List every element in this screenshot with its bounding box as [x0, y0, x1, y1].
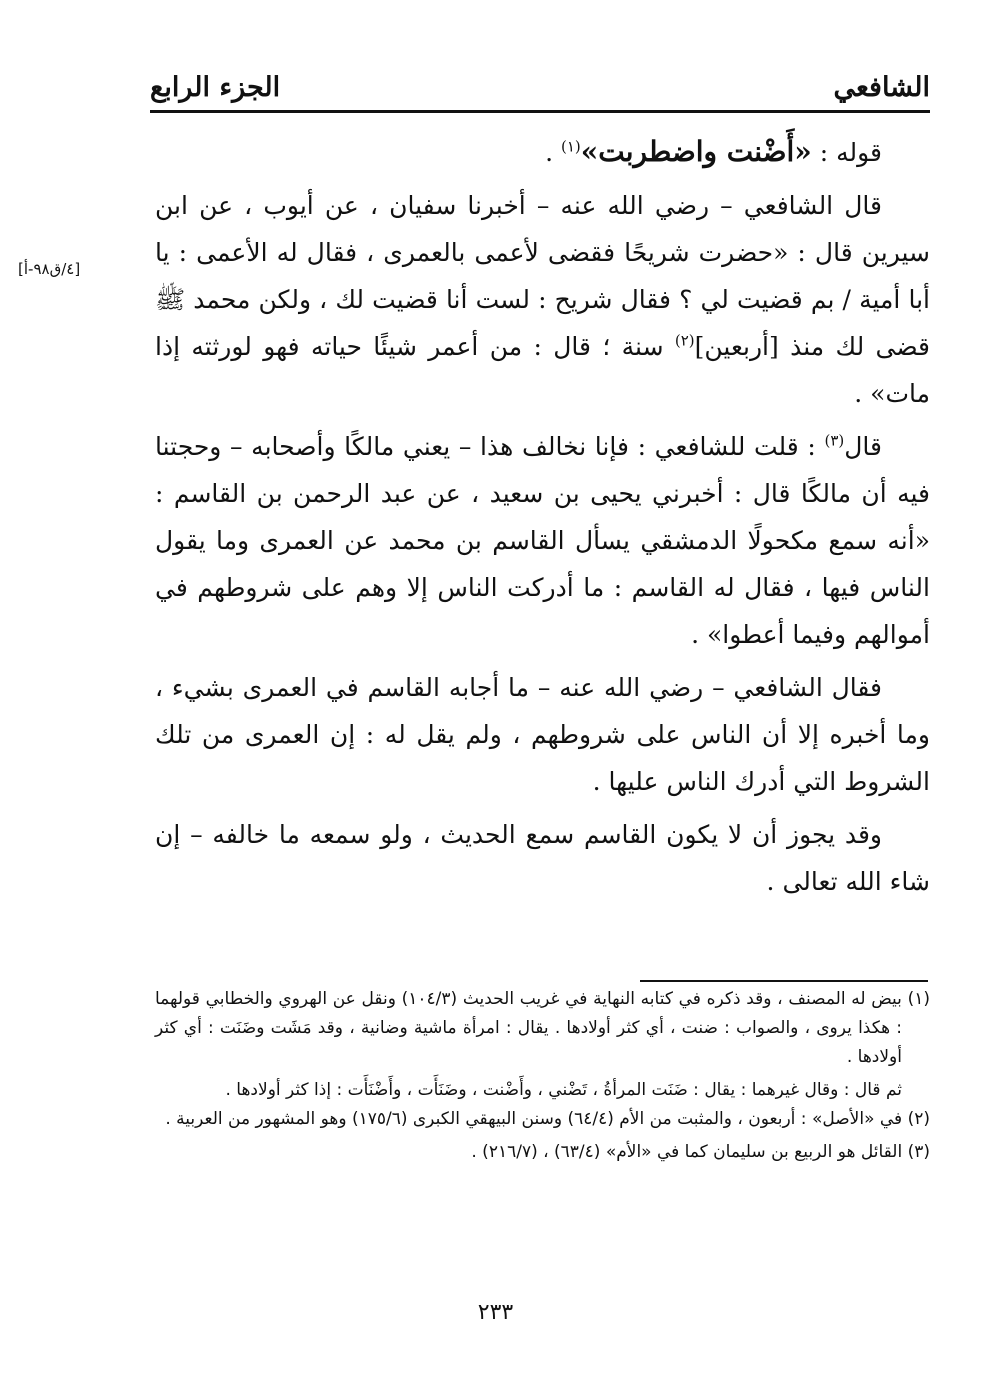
heading-quote: «أَضْنت واضطربت» — [580, 135, 812, 168]
paragraph-2 — [155, 182, 930, 417]
page-number: ٢٣٣ — [477, 1300, 514, 1325]
footnote-separator — [640, 980, 928, 982]
footnote-2: (٢) في «الأصل» : أربعون ، والمثبت من الأم (٦٤/٤) وسنن البيهقي الكبرى (١٧٥/٦) وهو المشهور من العربية . — [165, 1109, 930, 1129]
footnote-ref-1: (١) — [560, 137, 581, 156]
footnotes — [155, 985, 930, 1171]
paragraph-3-text-b: : قلت للشافعي : فإنا نخالف هذا – يعني مالكًا وأصحابه – وحجتنا فيه أن مالكًا قال : أخبرني يحيى بن سعيد ، عن عبد الرحمن بن القاسم : «أنه سمع مكحولًا الدمشقي يسأل القاسم بن محمد عن العمرى وما يقول الناس فيها ، فقال له القاسم : ما أدركت الناس إلا وهم على شروطهم في أموالهم وفيما أعطوا» . — [155, 432, 930, 649]
header-part-title: الجزء الرابع — [150, 72, 281, 103]
manuscript-folio-note: [٤/ق٩٨-أ] — [18, 260, 81, 278]
paragraph-3-text-a: قال — [844, 432, 882, 461]
heading-tail: . — [545, 138, 561, 167]
footnote-1-continuation: ثم قال : وقال غيرهما : يقال : ضَنَت المرأةُ ، تَضْني ، وأَضْنت ، وضَنَأَت ، وأَضْنَأَت : إذا كثر أولادها . — [225, 1080, 902, 1100]
footnote-ref-2: (٢) — [674, 331, 695, 350]
footnote-3: (٣) القائل هو الربيع بن سليمان كما في «الأم» (٦٣/٤) ، (٢١٦/٧) . — [471, 1142, 930, 1162]
footnote-1: (١) بيض له المصنف ، وقد ذكره في كتابه النهاية في غريب الحديث (١٠٤/٣) ونقل عن الهروي والخطابي قولهما : هكذا يروى ، والصواب : ضنت ، أي كثر أولادها . يقال : امرأة ماشية وضانية ، وقد مَشَت وضَنَت : أي كثر أولادها . — [155, 989, 930, 1067]
paragraph-2-text-a: قال الشافعي – رضي الله عنه – أخبرنا سفيان ، عن أيوب ، عن ابن سيرين قال : «حضرت شريحًا فقضى لأعمى بالعمرى ، فقال له الأعمى : يا أبا أمية / بم قضيت لي ؟ فقال شريح : لست أنا قضيت لك ، ولكن محمد ﷺ قضى لك منذ [أربعين] — [155, 191, 931, 361]
footnote-ref-3: (٣) — [824, 431, 845, 450]
main-text — [155, 128, 930, 911]
heading-lead: قوله : — [811, 138, 882, 167]
paragraph-5: وقد يجوز أن لا يكون القاسم سمع الحديث ، ولو سمعه ما خالفه – إن شاء الله تعالى . — [155, 820, 930, 896]
paragraph-heading — [155, 128, 930, 176]
paragraph-3 — [155, 423, 930, 658]
header-rule — [150, 110, 930, 113]
header-book-title: الشافعي — [833, 72, 930, 103]
paragraph-4: فقال الشافعي – رضي الله عنه – ما أجابه القاسم في العمرى بشيء ، وما أخبره إلا أن الناس على شروطهم ، ولم يقل له : إن العمرى من تلك الشروط التي أدرك الناس عليها . — [155, 673, 930, 796]
running-header — [150, 66, 930, 110]
paragraph-2-text-b: سنة ؛ قال : من أعمر شيئًا حياته فهو لورثته إذا مات» . — [155, 332, 930, 408]
